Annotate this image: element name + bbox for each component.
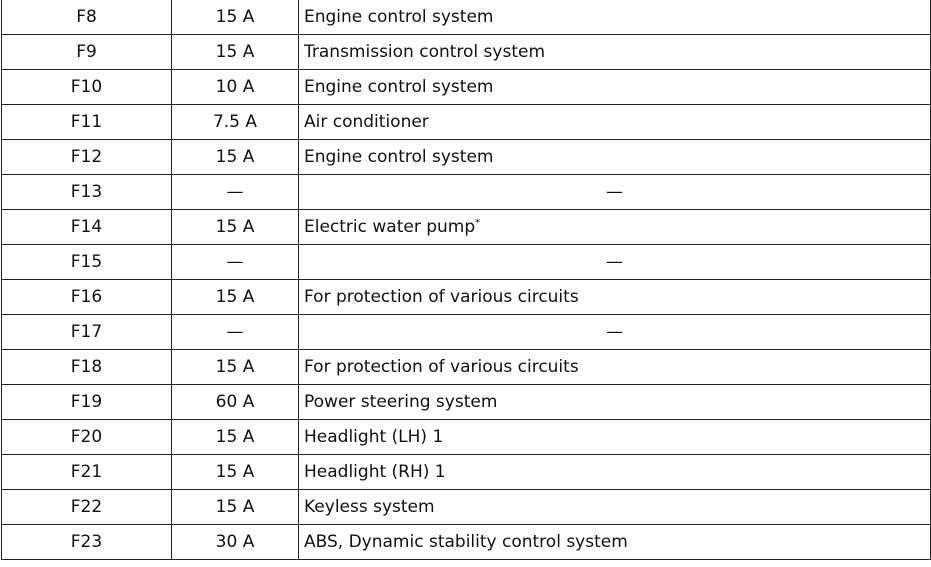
circuit-cell [299, 175, 931, 210]
circuit-label: For protection of various circuits [304, 286, 579, 307]
fuse-number-cell: F14 [2, 210, 172, 245]
amperage-cell: 7.5 A [172, 105, 299, 140]
amperage-cell: 15 A [172, 210, 299, 245]
amperage-cell: — [172, 175, 299, 210]
circuit-cell [299, 455, 931, 490]
table-row [2, 175, 931, 210]
table-row [2, 70, 931, 105]
fuse-number-cell: F21 [2, 455, 172, 490]
fuse-number-cell: F11 [2, 105, 172, 140]
fuse-number-cell: F16 [2, 280, 172, 315]
table-row [2, 35, 931, 70]
circuit-cell [299, 350, 931, 385]
circuit-cell [299, 140, 931, 175]
amperage-cell: 30 A [172, 525, 299, 560]
table-row [2, 140, 931, 175]
fuse-number-cell: F17 [2, 315, 172, 350]
circuit-cell [299, 35, 931, 70]
circuit-cell [299, 525, 931, 560]
circuit-label: Air conditioner [304, 111, 429, 132]
circuit-cell [299, 245, 931, 280]
table-row [2, 455, 931, 490]
circuit-cell [299, 70, 931, 105]
circuit-label: Engine control system [304, 6, 494, 27]
circuit-cell [299, 385, 931, 420]
circuit-cell [299, 420, 931, 455]
amperage-cell: — [172, 245, 299, 280]
circuit-cell [299, 0, 931, 35]
table-row [2, 315, 931, 350]
circuit-label: Engine control system [304, 76, 494, 97]
fuse-number-cell: F20 [2, 420, 172, 455]
fuse-number-cell: F15 [2, 245, 172, 280]
table-row [2, 105, 931, 140]
circuit-label: — [606, 181, 623, 202]
circuit-label: For protection of various circuits [304, 356, 579, 377]
fuse-table [1, 0, 931, 560]
circuit-cell [299, 210, 931, 245]
amperage-cell: 15 A [172, 35, 299, 70]
amperage-cell: 15 A [172, 140, 299, 175]
amperage-cell: 15 A [172, 455, 299, 490]
table-row [2, 245, 931, 280]
circuit-label: Headlight (RH) 1 [304, 461, 446, 482]
circuit-cell [299, 280, 931, 315]
table-row [2, 210, 931, 245]
table-row [2, 385, 931, 420]
circuit-cell [299, 105, 931, 140]
amperage-cell: 15 A [172, 490, 299, 525]
table-row [2, 420, 931, 455]
table-row [2, 280, 931, 315]
fuse-number-cell: F10 [2, 70, 172, 105]
footnote-asterisk: * [475, 216, 481, 228]
amperage-cell: — [172, 315, 299, 350]
amperage-cell: 15 A [172, 420, 299, 455]
fuse-table-body [2, 0, 931, 560]
fuse-number-cell: F8 [2, 0, 172, 35]
table-row [2, 0, 931, 35]
circuit-label: Electric water pump [304, 216, 476, 237]
circuit-label: ABS, Dynamic stability control system [304, 531, 628, 552]
circuit-cell [299, 315, 931, 350]
fuse-number-cell: F19 [2, 385, 172, 420]
fuse-number-cell: F13 [2, 175, 172, 210]
circuit-cell [299, 490, 931, 525]
circuit-label: Engine control system [304, 146, 494, 167]
table-row [2, 490, 931, 525]
circuit-label: Power steering system [304, 391, 498, 412]
circuit-label: — [606, 251, 623, 272]
fuse-number-cell: F9 [2, 35, 172, 70]
circuit-label: Transmission control system [304, 41, 546, 62]
amperage-cell: 60 A [172, 385, 299, 420]
amperage-cell: 15 A [172, 0, 299, 35]
fuse-number-cell: F18 [2, 350, 172, 385]
fuse-number-cell: F12 [2, 140, 172, 175]
table-row [2, 525, 931, 560]
fuse-number-cell: F22 [2, 490, 172, 525]
amperage-cell: 15 A [172, 280, 299, 315]
amperage-cell: 10 A [172, 70, 299, 105]
table-row [2, 350, 931, 385]
circuit-label: Keyless system [304, 496, 435, 517]
fuse-number-cell: F23 [2, 525, 172, 560]
circuit-label: — [606, 321, 623, 342]
circuit-label: Headlight (LH) 1 [304, 426, 444, 447]
amperage-cell: 15 A [172, 350, 299, 385]
